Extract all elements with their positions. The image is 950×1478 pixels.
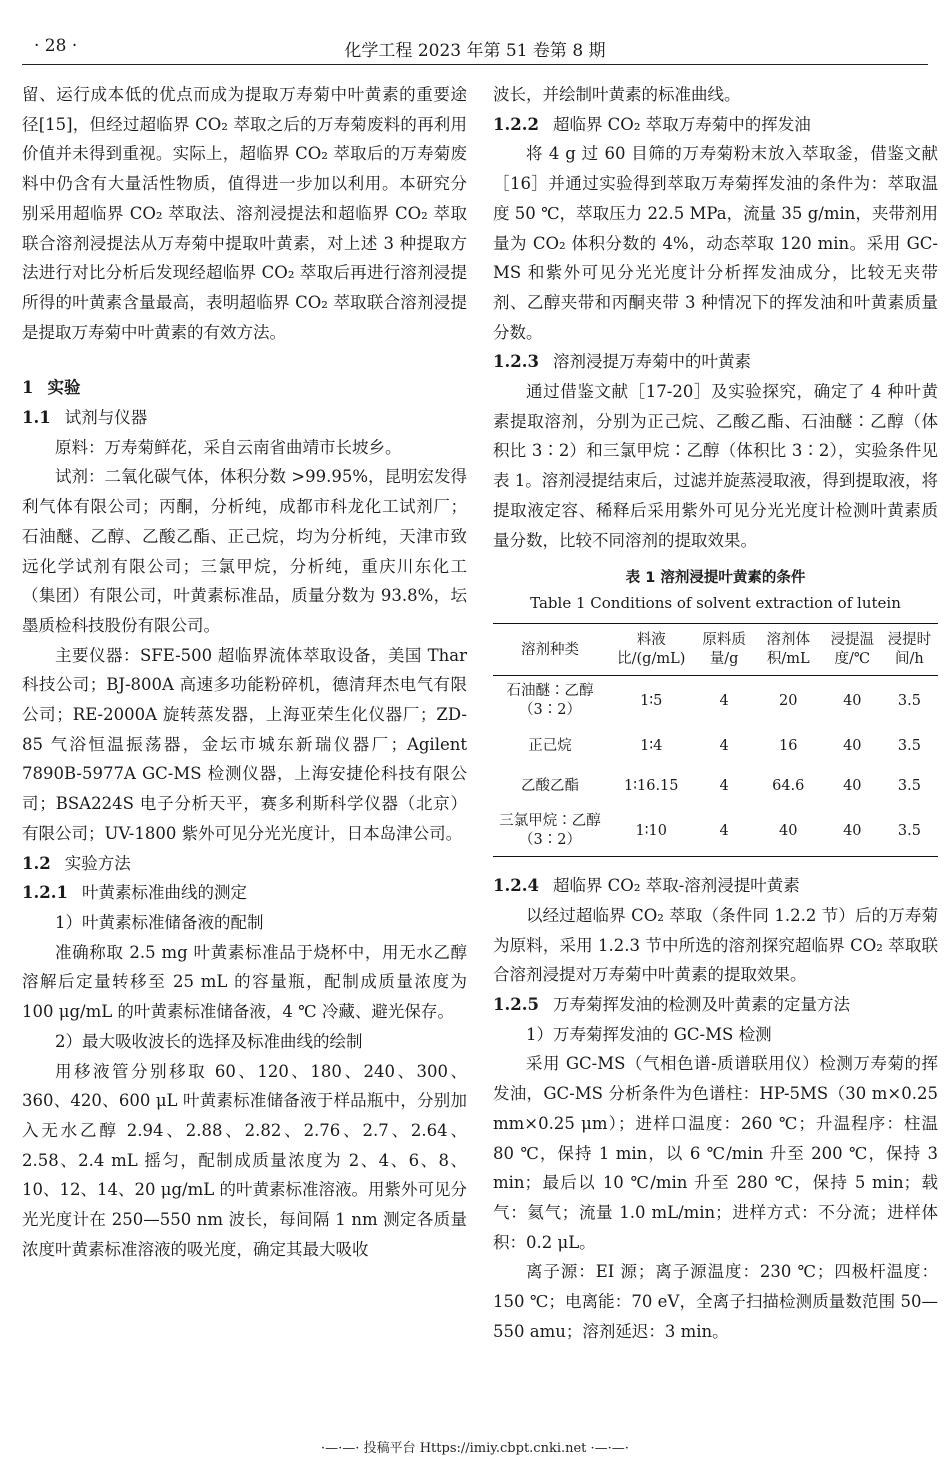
section-title: 叶黄素标准曲线的测定: [81, 883, 247, 903]
journal-issue: 化学工程 2023 年第 51 卷第 8 期: [344, 41, 606, 61]
section-1-2-5-heading: [493, 990, 938, 1020]
table-header-cell: 浸提温度/℃: [824, 624, 881, 676]
table-cell: 64.6: [772, 777, 805, 794]
table-header-cell: 浸提时间/h: [881, 624, 938, 676]
combined-extraction-paragraph: 以经过超临界 CO₂ 萃取（条件同 1.2.2 节）后的万寿菊为原料，采用 1.2.3 节中所选的溶剂探究超临界 CO₂ 萃取联合溶剂浸提对万寿菊中叶黄素的提取效果。: [493, 905, 938, 985]
table-cell: 40: [779, 822, 798, 839]
table-cell: 乙酸乙酯: [521, 777, 579, 794]
table-cell: 正己烷: [528, 737, 572, 754]
table-cell: 40: [843, 822, 862, 839]
table-cell: 40: [843, 777, 862, 794]
volatile-oil-paragraph: 将 4 g 过 60 目筛的万寿菊粉末放入萃取釜，借鉴文献［16］并通过实验得到萃取万寿菊挥发油的条件为：萃取温度 50 ℃，萃取压力 22.5 MPa，流量 35 g/min，夹带剂用量为 CO₂ 体积分数的 4%，动态萃取 120 min。采用 GC-MS 和紫外可见分光光度计分析挥发油成分，比较无夹带剂、乙醇夹带和丙酮夹带 3 种情况下的挥发油和叶黄素质量分数。: [493, 144, 938, 342]
table-cell: 16: [779, 737, 798, 754]
section-1-2-heading: [22, 849, 467, 879]
section-title: 溶剂浸提万寿菊中的叶黄素: [552, 352, 751, 372]
right-column: [493, 80, 938, 1347]
section-number: 1.2.5: [493, 995, 539, 1015]
section-title: 超临界 CO₂ 萃取-溶剂浸提叶黄素: [552, 876, 800, 896]
section-1-2-3-heading: [493, 347, 938, 377]
section-number: 1.2.3: [493, 352, 539, 372]
left-column: [22, 80, 467, 1264]
reagents-paragraph: 试剂：二氧化碳气体，体积分数 >99.95%，昆明宏发得利气体有限公司；丙酮，分析纯，成都市科龙化工试剂厂；石油醚、乙醇、乙酸乙酯、正己烷，均为分析纯，天津市致远化学试剂有限公司；三氯甲烷，分析纯，重庆川东化工（集团）有限公司，叶黄素标准品，质量分数为 93.8%，坛墨质检科技股份有限公司。: [22, 467, 467, 635]
table-row: [493, 806, 938, 857]
table-cell: 4: [719, 692, 729, 709]
table-cell: 1∶4: [640, 737, 663, 754]
table-cell: 1∶16.15: [624, 777, 679, 794]
table-cell: 1∶5: [640, 692, 663, 709]
intro-paragraph: 留、运行成本低的优点而成为提取万寿菊中叶黄素的重要途径[15]，但经过超临界 CO₂ 萃取之后的万寿菊废料的再利用价值并未得到重视。实际上，超临界 CO₂ 萃取后的万寿菊废料中仍含有大量活性物质，值得进一步加以利用。本研究分别采用超临界 CO₂ 萃取法、溶剂浸提法和超临界 CO₂ 萃取联合溶剂浸提法从万寿菊中提取叶黄素，对上述 3 种提取方法进行对比分析后发现经超临界 CO₂ 萃取后再进行溶剂浸提所得的叶黄素含量最高，表明超临界 CO₂ 萃取联合溶剂浸提是提取万寿菊中叶黄素的有效方法。: [22, 85, 467, 342]
section-1-2-4-heading: [493, 871, 938, 901]
table-cell: 1∶10: [635, 822, 667, 839]
curve-paragraph: 用移液管分别移取 60、120、180、240、300、360、420、600 μL 叶黄素标准储备液于样品瓶中，分别加入无水乙醇 2.94、2.88、2.82、2.76、2.7、2.64、2.58、2.4 mL 摇匀，配制成质量浓度为 2、4、6、8、10、12、14、20 μg/mL 的叶黄素标准溶液。用紫外可见分光光度计在 250—550 nm 波长，每间隔 1 nm 测定各质量浓度叶黄素标准溶液的吸光度，确定其最大吸收: [22, 1061, 467, 1259]
section-number: 1: [22, 378, 34, 398]
gcms-paragraph: 采用 GC-MS（气相色谱-质谱联用仪）检测万寿菊的挥发油，GC-MS 分析条件为色谱柱：HP-5MS（30 m×0.25 mm×0.25 μm）；进样口温度：260 ℃；升温程序：柱温 80 ℃，保持 1 min，以 6 ℃/min 升至 200 ℃，保持 3 min；最后以 10 ℃/min 升至 280 ℃，保持 5 min；载气：氦气；流量 1.0 mL/min；进样方式：不分流；进样体积：0.2 μL。: [493, 1054, 938, 1252]
conditions-table: [493, 623, 938, 857]
subheading-stock: 1）叶黄素标准储备液的配制: [55, 912, 264, 932]
instruments-paragraph: 主要仪器：SFE-500 超临界流体萃取设备，美国 Thar 科技公司；BJ-800A 高速多功能粉碎机，德清拜杰电气有限公司；RE-2000A 旋转蒸发器，上海亚荣生化仪器厂；ZD-85 气浴恒温振荡器，金坛市城东新瑞仪器厂；Agilent 7890B-5977A GC-MS 检测仪器，上海安捷伦科技有限公司；BSA224S 电子分析天平，赛多利斯科学仪器（北京）有限公司；UV-1800 紫外可见分光光度计，日本岛津公司。: [22, 645, 467, 843]
table-row: [493, 766, 938, 806]
section-number: 1.2.2: [493, 114, 539, 134]
table-cell: 3.5: [897, 692, 921, 709]
section-1-2-1-heading: [22, 878, 467, 908]
section-number: 1.2.4: [493, 876, 539, 896]
page-header: [22, 30, 928, 65]
table-cell: 三氯甲烷∶乙醇（3∶2）: [499, 813, 601, 849]
solvent-extraction-paragraph: 通过借鉴文献［17-20］及实验探究，确定了 4 种叶黄素提取溶剂，分别为正己烷、乙酸乙酯、石油醚∶乙醇（体积比 3∶2）和三氯甲烷∶乙醇（体积比 3∶2），实验条件见表 1。溶剂浸提结束后，过滤并旋蒸浸取液，得到提取液，将提取液定容、稀释后采用紫外可见分光光度计检测叶黄素质量分数，比较不同溶剂的提取效果。: [493, 382, 938, 550]
table-caption-en: Table 1 Conditions of solvent extraction of lutein: [530, 594, 901, 613]
section-title: 万寿菊挥发油的检测及叶黄素的定量方法: [552, 995, 850, 1015]
continued-paragraph: 波长，并绘制叶黄素的标准曲线。: [493, 85, 741, 104]
page-number: · 28 ·: [34, 36, 78, 56]
table-cell: 4: [719, 777, 729, 794]
table-cell: 3.5: [897, 777, 921, 794]
table-caption-cn: 表 1 溶剂浸提叶黄素的条件: [625, 570, 806, 587]
table-header-cell: 溶剂种类: [493, 624, 607, 676]
section-1-1-heading: [22, 403, 467, 433]
table-row: [493, 726, 938, 766]
section-title: 实验: [47, 378, 81, 398]
section-number: 1.1: [22, 408, 51, 428]
ion-source-paragraph: 离子源：EI 源；离子源温度：230 ℃；四极杆温度：150 ℃；电离能：70 eV，全离子扫描检测质量数范围 50—550 amu；溶剂延迟：3 min。: [493, 1262, 938, 1341]
table-header-cell: 料液比/(g/mL): [607, 624, 696, 676]
table-cell: 3.5: [897, 822, 921, 839]
table-header-row: [493, 624, 938, 676]
subheading-gcms: 1）万寿菊挥发油的 GC-MS 检测: [526, 1024, 772, 1044]
section-1-heading: [22, 373, 467, 403]
section-1-2-2-heading: [493, 110, 938, 140]
table-cell: 40: [843, 692, 862, 709]
section-title: 超临界 CO₂ 萃取万寿菊中的挥发油: [552, 114, 811, 134]
table-cell: 4: [719, 822, 729, 839]
table-cell: 石油醚∶乙醇（3∶2）: [506, 683, 594, 719]
section-title: 试剂与仪器: [64, 408, 148, 428]
table-cell: 40: [843, 737, 862, 754]
raw-material-paragraph: 原料：万寿菊鲜花，采自云南省曲靖市长坡乡。: [55, 437, 402, 457]
table-header-cell: 溶剂体积/mL: [753, 624, 824, 676]
section-title: 实验方法: [64, 853, 131, 873]
table-cell: 20: [779, 692, 798, 709]
section-number: 1.2.1: [22, 883, 68, 903]
table-cell: 3.5: [897, 737, 921, 754]
table-header-cell: 原料质量/g: [696, 624, 753, 676]
table-row: [493, 676, 938, 727]
page-footer: ·—·—· 投稿平台 Https://imiy.cbpt.cnki.net ·—·—·: [321, 1441, 629, 1456]
table-cell: 4: [719, 737, 729, 754]
stock-paragraph: 准确称取 2.5 mg 叶黄素标准品于烧杯中，用无水乙醇溶解后定量转移至 25 mL 的容量瓶，配制成质量浓度为 100 μg/mL 的叶黄素标准储备液，4 ℃ 冷藏、避光保存。: [22, 942, 467, 1022]
subheading-curve: 2）最大吸收波长的选择及标准曲线的绘制: [55, 1031, 363, 1051]
section-number: 1.2: [22, 853, 51, 873]
